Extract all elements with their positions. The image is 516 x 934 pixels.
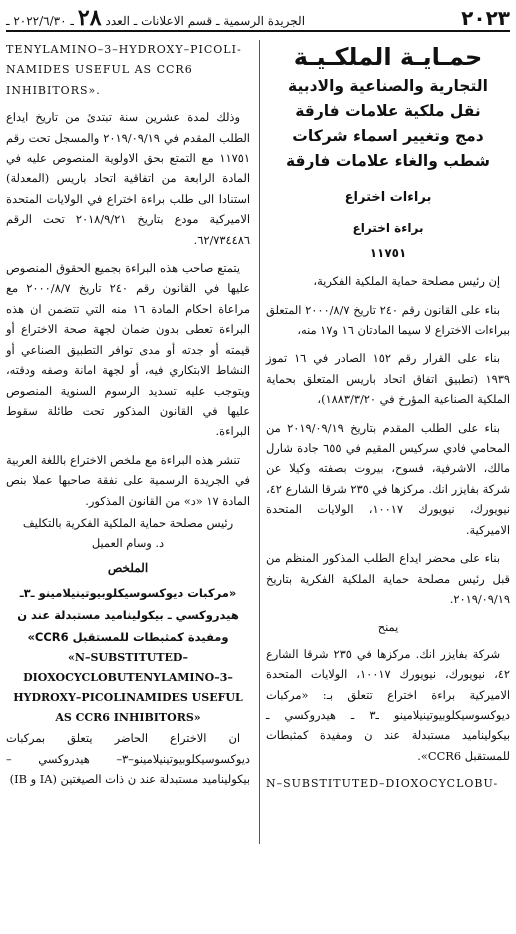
banner-line-4: شطب والغاء علامات فارقة xyxy=(286,152,490,170)
summary-title-en: «N–SUBSTITUTED–DIOXOCYCLOBUTENYLAMINO–3–HYDROXY–PICOLINAMIDES USEFUL AS CCR6 INHIBITORS» xyxy=(13,651,243,725)
section-heading: براءات اختراع xyxy=(344,190,432,205)
left-column xyxy=(6,40,250,797)
summary-heading: الملخص xyxy=(107,560,149,575)
signer-role: رئيس مصلحة حماية الملكية الفكرية بالتكليف xyxy=(22,515,234,530)
paragraph-summary: ان الاختراع الحاضر يتعلق بمركبات ديوكسوسيكلوبيوتينيلامينو–٣– هيدروكسي – بيكوليناميد مستبدلة عند ن ذات الصيغتين (IA و IB) xyxy=(6,731,250,786)
latin-title-end: TENYLAMINO–3–HYDROXY–PICOLI-NAMIDES USEFUL AS CCR6 INHIBITORS». xyxy=(6,43,242,97)
paragraph-decision: بناء على القرار رقم ١٥٢ الصادر في ١٦ تموز ١٩٣٩ (تطبيق اتفاق اتحاد باريس المتعلق بحماية الملكية الصناعية المؤرخ في ١٨٨٣/٣/٢٠)، xyxy=(266,351,510,407)
paragraph-law: بناء على القانون رقم ٢٤٠ تاريخ ٢٠٠٠/٨/٧ المتعلق ببراءات الاختراع لا سيما المادتان ١٦ و١٧ منه، xyxy=(266,302,510,338)
signer-name: د. وسام العميل xyxy=(91,536,165,551)
paragraph-publication: تنشر هذه البراءة مع ملخص الاختراع باللغة العربية في الجريدة الرسمية على نفقة صاحبها عملا بنص المادة ١٧ «د» من القانون المذكور. xyxy=(6,452,250,508)
header-publication: الجريدة الرسمية ـ قسم الاعلانات ـ العدد xyxy=(105,14,306,28)
banner-title: حمـايـة الملكـيـة xyxy=(293,43,483,71)
banner-line-3: دمج وتغيير اسماء شركات xyxy=(292,127,484,145)
paragraph-application: بناء على الطلب المقدم بتاريخ ٢٠١٩/٠٩/١٩ من المحامي فادي سركيس المقيم في ٦٥٥ جادة شارل مالك، الاشرفية، فسوح، بيروت بصفته وكيلا عن شركة بفايزر انك. مركزها في ٢٣٥ شرقا الشارع ٤٢، نيويورك، نيويورك ١٠٠١٧، الولايات المتحدة الاميركية. xyxy=(266,420,511,537)
banner-line-1: التجارية والصناعية والادبية xyxy=(288,77,488,95)
patent-number: ١١٧٥١ xyxy=(369,245,407,260)
addressee-line: إن رئيس مصلحة حماية الملكية الفكرية، xyxy=(313,274,500,289)
section-banner xyxy=(266,40,510,174)
summary-title-ar: «مركبات ديوكسوسيكلوبيوتينيلامينو ـ٣ـ هيدروكسي ـ بيكوليناميد مستبدلة عند ن ومفيدة كمثبطات للمستقبل CCR6» xyxy=(17,586,239,645)
page-header xyxy=(6,6,510,32)
patent-title: براءة اختراع xyxy=(352,221,424,236)
banner-line-2: نقل ملكية علامات فارقة xyxy=(295,102,481,120)
header-issue-number: ٢٨ xyxy=(77,5,102,31)
paragraph-rights: يتمتع صاحب هذه البراءة بجميع الحقوق المنصوص عليها في القانون رقم ٢٤٠ تاريخ ٢٠٠٠/٨/٧ مع مراعاة احكام المادة ١٦ منه التي تتضمن ان هذه البراءة تعطى بدون ضمان لجهة صحة الاختراع أو قيمته أو جدته أو مدى توافر التطبيق الصناعي أو النشاط الابتكاري فيه، أو لجهة امانة وصفه ودقته، ويتوجب عليه تسديد الرسوم السنوية المنصوص عليها في القانون المذكور تحت طائلة سقوط البراءة. xyxy=(6,261,250,439)
right-column xyxy=(266,40,510,795)
grant-label: يمنح xyxy=(377,620,399,635)
column-divider xyxy=(259,40,260,844)
paragraph-duration: وذلك لمدة عشرين سنة تبتدئ من تاريخ ايداع الطلب المقدم في ٢٠١٩/٠٩/١٩ والمسجل تحت رقم ١١٧٥١ مع التمتع بحق الاولوية المنصوص عليه في المادة الرابعة من اتفاقية اتحاد باريس (المعدلة) استنادا الى طلب براءة اختراع في الولايات المتحدة الاميركية مودع بتاريخ ٢٠١٨/٩/٢١ تحت الرقم ٦٢/٧٣٤٤٨٦. xyxy=(6,110,250,247)
paragraph-grant: شركة بفايزر انك. مركزها في ٢٣٥ شرقا الشارع ٤٢، نيويورك، نيويورك ١٠٠١٧، الولايات المتحدة الاميركية براءة اختراع تتعلق بـ: «مركبات ديوكسوسيكلوبيوتينيلامينو ـ٣ ـ هيدروكسي ـ بيكوليناميد مستبدلة عند ن ومفيدة كمثبطات للمستقبل CCR6». xyxy=(266,646,510,763)
header-year: ٢٠٢٣ xyxy=(461,6,510,30)
paragraph-deposit: بناء على محضر ايداع الطلب المذكور المنظم من قبل رئيس مصلحة حماية الملكية الفكرية بتاريخ ٢٠١٩/٠٩/١٩. xyxy=(266,551,510,606)
header-title xyxy=(6,5,306,31)
latin-title-start: N–SUBSTITUTED–DIOXOCYCLOBU- xyxy=(266,777,499,791)
header-date: ـ ٢٠٢٢/٦/٣٠ ـ xyxy=(6,14,74,28)
